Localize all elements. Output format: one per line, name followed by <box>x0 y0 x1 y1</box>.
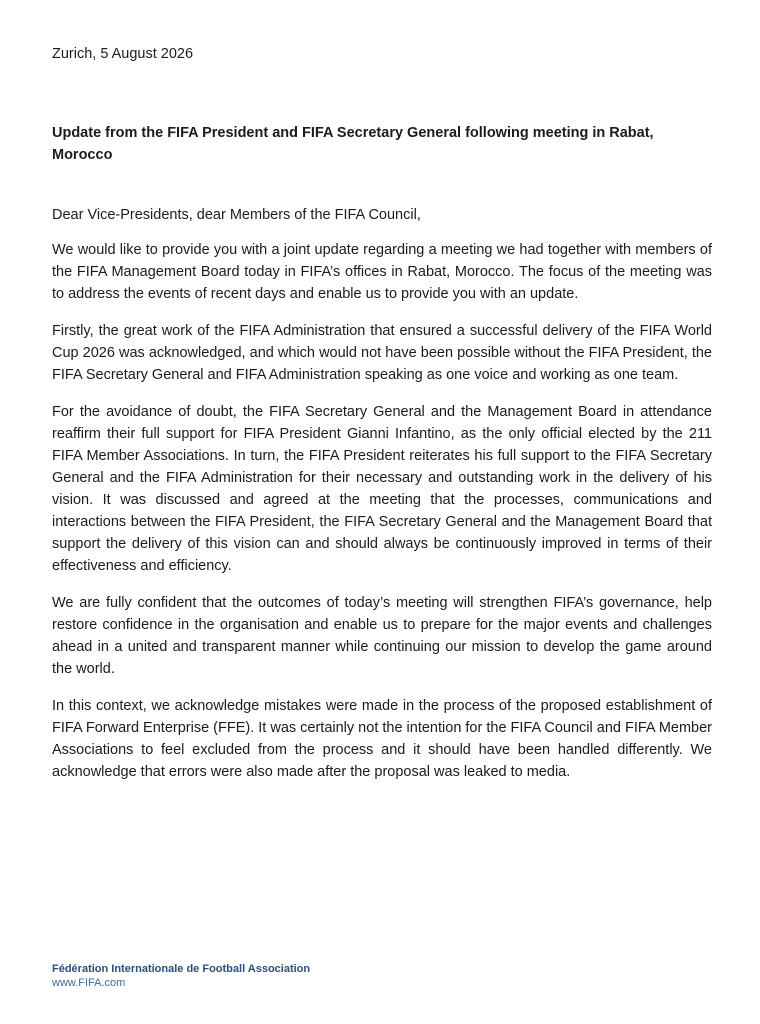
footer-website-link[interactable]: www.FIFA.com <box>52 977 126 989</box>
letter-date: Zurich, 5 August 2026 <box>52 46 194 62</box>
paragraph-3: For the avoidance of doubt, the FIFA Secretary General and the Management Board in attendance reaffirm their full support for FIFA President Gianni Infantino, as the only official elected by the 211 FIFA Member Associations. In turn, the FIFA President reiterates his full support to the FIFA Secretary General and the FIFA Administration for their necessary and outstanding work in the delivery of his vision. It was discussed and agreed at the meeting that the processes, communications and interactions between the FIFA President, the FIFA Secretary General and the Management Board that support the delivery of this vision can and should always be continuously improved in terms of their effectiveness and efficiency. <box>52 404 712 574</box>
letter-title: Update from the FIFA President and FIFA Secretary General following meeting in Rabat, Morocco <box>52 125 654 163</box>
letter-body <box>52 204 712 798</box>
paragraph-2: Firstly, the great work of the FIFA Administration that ensured a successful delivery of the FIFA World Cup 2026 was acknowledged, and which would not have been possible without the FIFA President, the FIFA Secretary General and FIFA Administration speaking as one voice and working as one team. <box>52 323 712 383</box>
letter-footer <box>52 962 310 990</box>
paragraph-5: In this context, we acknowledge mistakes were made in the process of the proposed establishment of FIFA Forward Enterprise (FFE). It was certainly not the intention for the FIFA Council and FIFA Member Associations to feel excluded from the process and it should have been handled differently. We acknowledge that errors were also made after the proposal was leaked to media. <box>52 698 713 780</box>
paragraph-1: We would like to provide you with a joint update regarding a meeting we had together with members of the FIFA Management Board today in FIFA’s offices in Rabat, Morocco. The focus of the meeting was to address the events of recent days and enable us to provide you with an update. <box>52 242 712 302</box>
salutation: Dear Vice-Presidents, dear Members of the FIFA Council, <box>52 207 421 223</box>
footer-organisation: Fédération Internationale de Football Association <box>52 963 311 975</box>
paragraph-4: We are fully confident that the outcomes of today’s meeting will strengthen FIFA’s governance, help restore confidence in the organisation and enable us to prepare for the major events and challenges ahead in a united and transparent manner while continuing our mission to develop the game around the world. <box>52 595 712 677</box>
